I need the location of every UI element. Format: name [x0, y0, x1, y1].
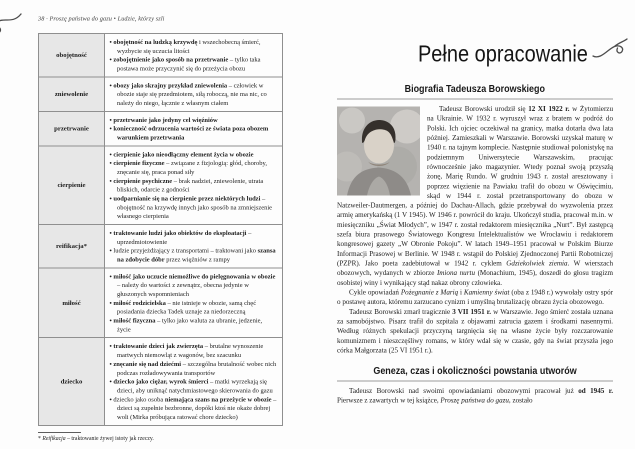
bullet-marker: • — [109, 229, 114, 237]
bullet-marker: • — [109, 55, 114, 64]
bullet-marker: • — [109, 359, 114, 368]
row-content — [105, 225, 283, 268]
bullet-marker: • — [109, 316, 114, 325]
biography-section-header — [337, 84, 613, 100]
bullet-marker: • — [109, 246, 114, 255]
bullet-marker: • — [109, 377, 114, 386]
paragraph: Cykle opowiadań Pożegnanie z Marią i Kamienny świat (oba z 1948 r.) wywołały ostry spór o postawę autora, któremu zarzucano cynizm i umyślną brutalizację obrazu życia obozowego. — [337, 288, 613, 307]
themes-table-body — [39, 34, 283, 426]
themes-table — [38, 33, 283, 426]
bullet-item: • traktowanie dzieci jak zwierzęta – brutalne wynoszenie martwych niemowląt z wagonów, bez szacunku — [109, 342, 264, 359]
bullet-marker: • — [109, 150, 114, 158]
bullet-item: • cierpienie psychiczne – brak nadziei, zniewolenie, utrata bliskich, odarcie z godności — [109, 176, 264, 194]
bullet-item: • cierpienie fizyczne – związane z fizjologią: głód, choroby, znęcanie się, praca ponad siły — [109, 159, 267, 176]
author-portrait — [337, 107, 420, 196]
bullet-marker: • — [109, 159, 114, 167]
bullet-item: • dziecko jako ciężar, wyrok śmierci – matki wyrzekają się dzieci, aby uniknąć natychmiastowego skierowania do gazu — [109, 377, 273, 394]
row-label: reifikacja* — [39, 225, 105, 268]
table-row — [39, 146, 283, 225]
row-content — [105, 34, 283, 77]
bullet-item: • zobojętnienie jako sposób na przetrwanie – tylko taka postawa może przyczynić się do przeżycia obozu — [109, 55, 261, 73]
genesis-paragraphs — [337, 387, 613, 406]
footnote: * Reifikacja – traktowanie żywej istoty jak rzeczy. — [38, 435, 154, 442]
row-label: zniewolenie — [39, 77, 105, 112]
genesis-heading: Geneza, czas i okoliczności powstania utworów — [373, 365, 577, 377]
bullet-item: • konieczność odrzucenia wartości ze świata poza obozem warunkiem przetrwania — [109, 124, 269, 142]
bullet-item: • miłość fizyczna – tylko jako waluta za ubranie, jedzenie, życie — [109, 316, 263, 333]
row-content — [105, 77, 283, 112]
bullet-marker: • — [109, 81, 114, 89]
bullet-item: • miłość jako uczucie niemożliwe do pielęgnowania w obozie – należy do wartości z zewnątrz, obecna jedynie w głuszonych wspomnieniach — [109, 272, 276, 298]
biography-heading: Biografia Tadeusza Borowskiego — [404, 83, 546, 95]
row-label: przetrwanie — [39, 111, 105, 146]
bullet-item: • uodparnianie się na cierpienie przez niektórych ludzi – obojętność na krzywdę innych jako sposób na zmniejszenie własnego cierpienia — [109, 194, 273, 220]
title-flourish-icon — [592, 38, 628, 69]
bullet-item: • miłość rodzicielska – nie istnieje w obozie, samą chęć posiadania dziecka Tadek uznaje za niedorzeczną — [109, 298, 257, 316]
row-label: dziecko — [39, 338, 105, 426]
paragraph: Tadeusz Borowski urodził się 12 XI 1922 r. w Żytomierzu na Ukrainie. W 1932 r. wyruszył wraz z bratem w podróż do Polski. Ich ojciec oczekiwał na granicy, matka dotarła dwa lata później. Zamieszkali w Warszawie. Borowski uzyskał maturę w 1940 r. na tajnym komplecie. Następnie studiował polonistykę na podziemnym Uniwersytecie Warszawskim, pracując równocześnie jako magazynier. Wtedy poznał swoją przyszłą żonę, Marię Rundo. W grudniu 1943 r. został aresztowany i poprzez więzienie na Pawiaku trafił do obozu w Oświęcimiu, skąd w 1944 r. został przetransportowany do obozu w Natzweiler-Dautmergen, a później do Dachau-Allach, gdzie przebywał do wyzwolenia przez armię amerykańską (1 V 1945). W 1946 r. powrócił do kraju. Ukończył studia, pracował m.in. w miesięczniku „Świat Młodych”, w 1947 r. został redaktorem miesięcznika „Nurt”. Był zastępcą szefa biura prasowego Światowego Kongresu Intelektualistów we Wrocławiu i redaktorem kongresowej gazety „W Obronie Pokoju”. W latach 1949–1951 pracował w Polskim Biurze Informacji Prasowej w Berlinie. W 1948 r. wstąpił do Polskiej Zjednoczonej Partii Robotniczej (PZPR). Jako poeta zadebiutował w 1942 r. cyklem Gdziekolwiek ziemia. W wierszach obozowych, wydanych w zbiorze Imiona nurtu (Monachium, 1945), doszedł do głosu tragizm osobistej winy i wynikający stąd nakaz obrony człowieka. — [337, 105, 614, 287]
bullet-marker: • — [109, 115, 114, 124]
bullet-item: • przetrwanie jako jedyny cel więźniów — [109, 115, 218, 124]
table-row — [39, 268, 283, 338]
bullet-marker: • — [109, 194, 114, 203]
corner-flourish-icon — [0, 11, 22, 42]
row-label: miłość — [39, 268, 105, 338]
row-content — [105, 111, 283, 146]
bullet-marker: • — [109, 395, 114, 403]
paragraph: Tadeusz Borowski zmarł tragicznie 3 VII 1951 r. w Warszawie. Jego śmierć została uznana za samobójstwo. Pisarz trafił do szpitala z objawami zatrucia gazem i środkami nasennymi. Według różnych spekulacji przyczyną targnięcia się na własne życie były rozczarowanie komunizmem i nieszczęśliwy romans, w który wdał się w czasie, gdy na świat przyszła jego córka Małgorzata (25 VI 1951 r.). — [337, 307, 613, 355]
footnote-rule — [38, 432, 81, 433]
bullet-item: • cierpienie jako nieodłączny element życia w obozie — [109, 150, 254, 158]
table-row — [39, 225, 283, 268]
table-row — [39, 34, 283, 77]
bullet-item: • obojętność na ludzką krzywdę i wszechobecną śmierć, wyzbycie się uczucia litości — [109, 38, 261, 55]
row-content — [105, 338, 283, 426]
running-header: 38 · Proszę państwa do gazu • Ludzie, którzy szli — [38, 15, 165, 22]
table-row — [39, 111, 283, 146]
bullet-item: • dziecko jako osoba niemająca szans na przeżycie w obozie – dzieci są zupełnie bezbronne, dopóki ktoś nie okaże dobrej woli (Mirka próbująca ratować chore dziecko) — [109, 395, 277, 421]
paragraph: Tadeusz Borowski nad swoimi opowiadaniami obozowymi pracował już od 1945 r. Pierwsze z zawartych w tej książce, Proszę państwa do gazu, zostało — [337, 387, 613, 405]
bullet-item: • znęcanie się nad dziećmi – szczególna brutalność wobec nich podczas rozładowywania transportów — [109, 359, 277, 377]
bullet-marker: • — [109, 342, 114, 350]
bullet-item: • traktowanie ludzi jako obiektów do eksploatacji – uprzedmiotowienie — [109, 229, 252, 246]
page-title: Pełne opracowanie — [418, 40, 588, 67]
row-content — [105, 146, 283, 225]
bullet-item: • obozy jako skrajny przykład zniewolenia – człowiek w obozie staje się przedmiotem, siłą roboczą, nie ma nic, co należy do niego, łącznie z własnym ciałem — [109, 81, 267, 107]
genesis-section-header — [337, 366, 613, 382]
row-content — [105, 268, 283, 338]
table-row — [39, 338, 283, 426]
genesis-section — [337, 366, 613, 406]
row-label: cierpienie — [39, 146, 105, 225]
bullet-marker: • — [109, 176, 114, 185]
row-label: obojętność — [39, 34, 105, 77]
table-row — [39, 77, 283, 112]
bullet-item: • ludzie przyjeżdżający z transportami – traktowani jako szansa na zdobycie dóbr przez więźniów z rampy — [109, 246, 276, 264]
bullet-marker: • — [109, 298, 114, 307]
bullet-marker: • — [109, 272, 114, 280]
bullet-marker: • — [109, 124, 114, 133]
bullet-marker: • — [109, 38, 114, 46]
biography-body — [337, 105, 613, 356]
